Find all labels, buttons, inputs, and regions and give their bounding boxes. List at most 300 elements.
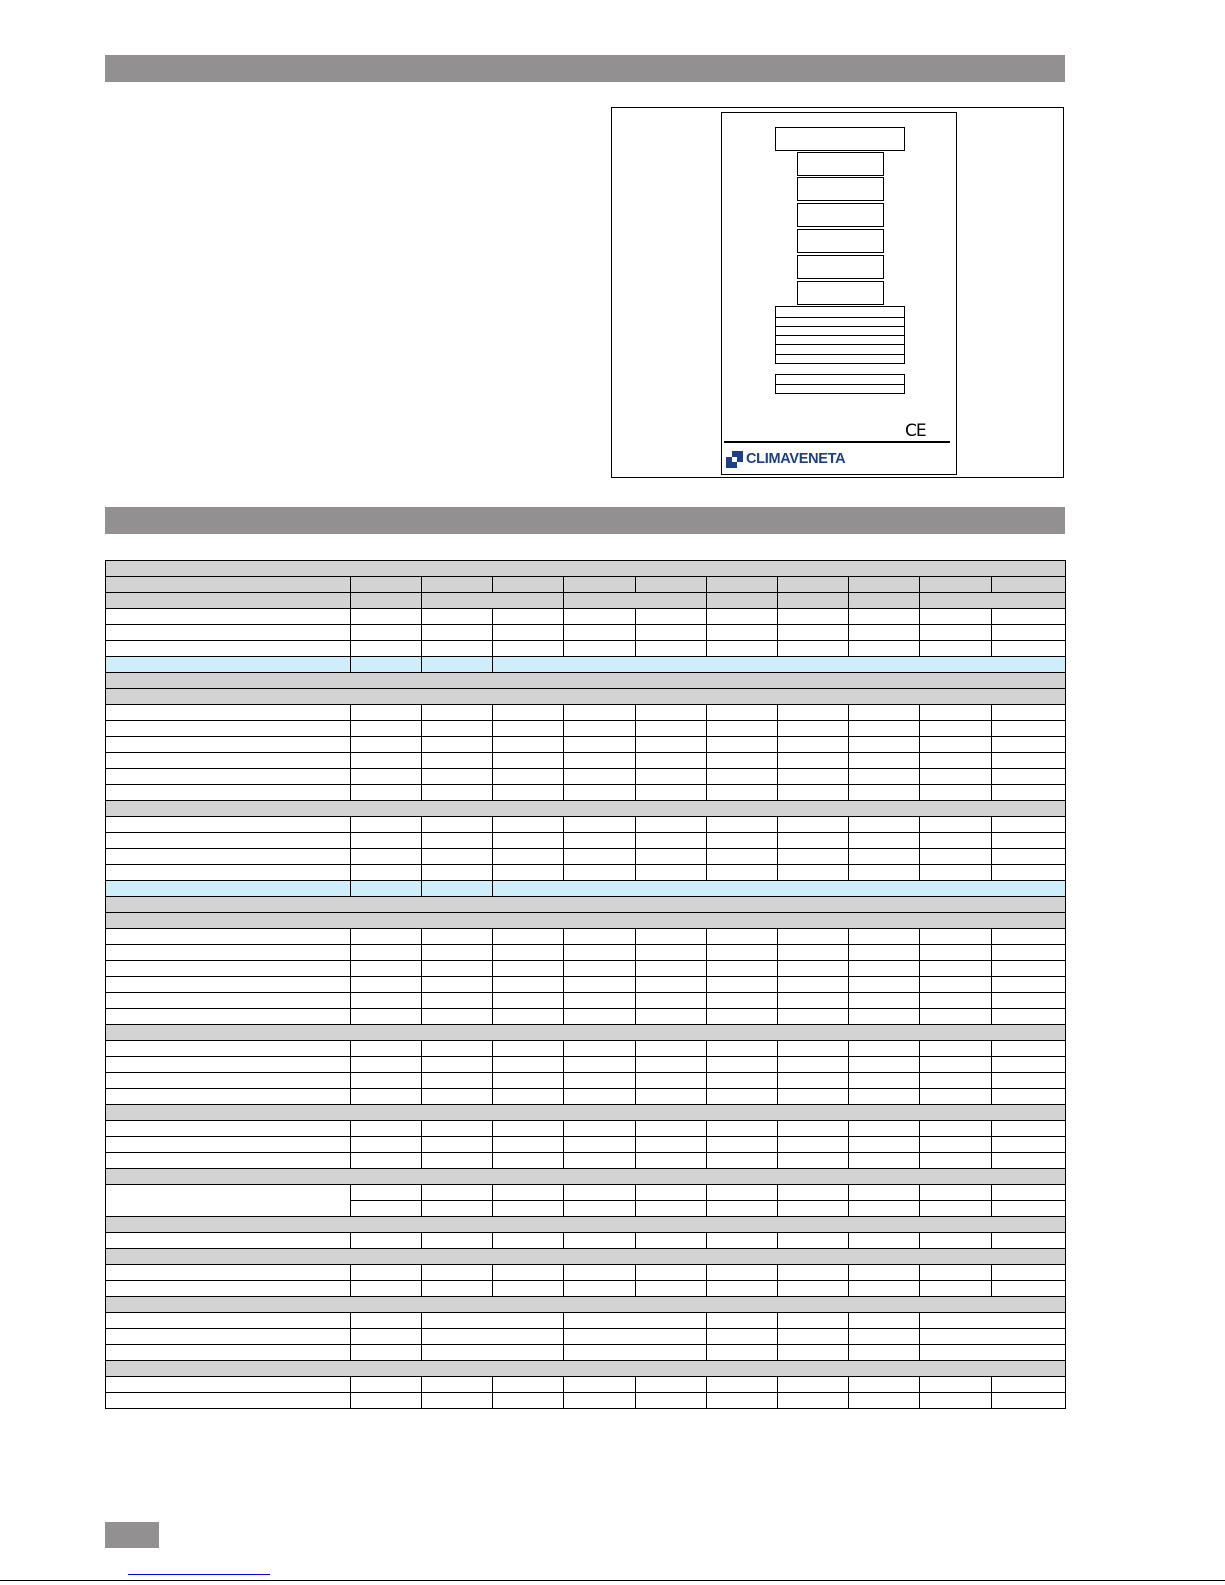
table-cell bbox=[564, 993, 636, 1009]
table-cell bbox=[106, 1265, 351, 1281]
table-cell bbox=[849, 1089, 920, 1105]
table-cell bbox=[422, 657, 493, 673]
nameplate-grid-line bbox=[775, 354, 905, 355]
table-cell bbox=[106, 817, 351, 833]
table-cell bbox=[778, 865, 849, 881]
table-cell bbox=[564, 769, 636, 785]
table-cell bbox=[106, 769, 351, 785]
table-cell bbox=[493, 833, 564, 849]
table-cell bbox=[564, 1009, 636, 1025]
table-row-row bbox=[106, 1393, 1066, 1409]
table-cell bbox=[636, 977, 707, 993]
table-cell bbox=[351, 657, 422, 673]
table-cell bbox=[992, 865, 1066, 881]
table-cell bbox=[707, 1185, 778, 1201]
table-row-row bbox=[106, 849, 1066, 865]
table-cell bbox=[106, 1233, 351, 1249]
table-row-row bbox=[106, 1153, 1066, 1169]
table-row-row bbox=[106, 705, 1066, 721]
table-cell bbox=[564, 1185, 636, 1201]
table-cell bbox=[106, 593, 351, 609]
table-cell bbox=[849, 641, 920, 657]
table-cell bbox=[422, 721, 493, 737]
table-cell bbox=[351, 737, 422, 753]
table-cell bbox=[707, 1009, 778, 1025]
table-cell bbox=[422, 785, 493, 801]
table-cell bbox=[636, 1377, 707, 1393]
table-cell bbox=[106, 1185, 351, 1217]
table-cell bbox=[493, 753, 564, 769]
table-cell bbox=[422, 945, 493, 961]
table-cell bbox=[493, 865, 564, 881]
table-cell bbox=[920, 753, 992, 769]
table-cell bbox=[920, 945, 992, 961]
table-cell bbox=[106, 945, 351, 961]
table-cell bbox=[422, 737, 493, 753]
table-cell bbox=[636, 769, 707, 785]
table-cell bbox=[707, 1041, 778, 1057]
table-row-row bbox=[106, 945, 1066, 961]
table-cell bbox=[992, 1041, 1066, 1057]
table-cell bbox=[493, 1233, 564, 1249]
table-cell bbox=[351, 609, 422, 625]
table-cell bbox=[351, 1009, 422, 1025]
table-cell bbox=[778, 641, 849, 657]
nameplate-field-box bbox=[797, 281, 884, 305]
table-cell bbox=[636, 929, 707, 945]
table-cell bbox=[778, 993, 849, 1009]
table-cell bbox=[778, 1265, 849, 1281]
table-cell bbox=[422, 769, 493, 785]
table-cell bbox=[920, 769, 992, 785]
table-cell bbox=[106, 1025, 1066, 1041]
table-cell bbox=[778, 769, 849, 785]
table-cell bbox=[636, 945, 707, 961]
table-cell bbox=[636, 1281, 707, 1297]
table-cell bbox=[849, 1233, 920, 1249]
table-row-row bbox=[106, 833, 1066, 849]
table-row-row bbox=[106, 785, 1066, 801]
table-cell bbox=[778, 1233, 849, 1249]
table-cell bbox=[636, 1393, 707, 1409]
table-cell bbox=[493, 577, 564, 593]
table-cell bbox=[351, 1057, 422, 1073]
table-cell bbox=[849, 1073, 920, 1089]
table-cell bbox=[564, 785, 636, 801]
table-cell bbox=[493, 1153, 564, 1169]
table-cell bbox=[351, 753, 422, 769]
table-cell bbox=[493, 1281, 564, 1297]
table-cell bbox=[707, 1153, 778, 1169]
table-cell bbox=[106, 1009, 351, 1025]
table-cell bbox=[778, 625, 849, 641]
table-row-row bbox=[106, 721, 1066, 737]
nameplate-field-box bbox=[797, 229, 884, 253]
table-cell bbox=[707, 625, 778, 641]
table-cell bbox=[564, 1089, 636, 1105]
table-cell bbox=[778, 833, 849, 849]
table-cell bbox=[849, 929, 920, 945]
table-cell bbox=[564, 1057, 636, 1073]
table-cell bbox=[849, 945, 920, 961]
table-cell bbox=[707, 1281, 778, 1297]
table-cell bbox=[778, 1281, 849, 1297]
table-cell bbox=[920, 1073, 992, 1089]
table-cell bbox=[493, 1057, 564, 1073]
table-cell bbox=[106, 1393, 351, 1409]
table-row-row bbox=[106, 977, 1066, 993]
table-cell bbox=[849, 609, 920, 625]
page-bottom-rule bbox=[0, 1580, 1225, 1581]
table-cell bbox=[351, 1041, 422, 1057]
table-cell bbox=[992, 769, 1066, 785]
table-cell bbox=[106, 1377, 351, 1393]
table-cell bbox=[564, 1393, 636, 1409]
table-cell bbox=[564, 961, 636, 977]
table-cell bbox=[778, 1201, 849, 1217]
table-cell bbox=[564, 705, 636, 721]
table-cell bbox=[351, 1281, 422, 1297]
table-cell bbox=[920, 1057, 992, 1073]
table-cell bbox=[778, 785, 849, 801]
table-cell bbox=[778, 1137, 849, 1153]
table-cell bbox=[636, 705, 707, 721]
table-cell bbox=[849, 1377, 920, 1393]
table-cell bbox=[422, 1313, 564, 1329]
table-cell bbox=[920, 1201, 992, 1217]
table-cell bbox=[493, 641, 564, 657]
table-cell bbox=[920, 1377, 992, 1393]
table-cell bbox=[564, 625, 636, 641]
nameplate-field-box bbox=[797, 203, 884, 227]
table-cell bbox=[992, 833, 1066, 849]
table-cell bbox=[992, 1121, 1066, 1137]
table-row-row bbox=[106, 1073, 1066, 1089]
table-cell bbox=[422, 1057, 493, 1073]
table-cell bbox=[351, 1201, 422, 1217]
table-cell bbox=[564, 721, 636, 737]
table-cell bbox=[351, 865, 422, 881]
table-cell bbox=[106, 1361, 1066, 1377]
table-cell bbox=[849, 817, 920, 833]
table-cell bbox=[992, 705, 1066, 721]
table-cell bbox=[422, 961, 493, 977]
table-cell bbox=[920, 1121, 992, 1137]
table-cell bbox=[849, 1153, 920, 1169]
table-cell bbox=[564, 977, 636, 993]
table-row-section bbox=[106, 1361, 1066, 1377]
table-cell bbox=[778, 945, 849, 961]
table-cell bbox=[920, 1313, 1066, 1329]
table-row-section bbox=[106, 561, 1066, 577]
table-cell bbox=[636, 1121, 707, 1137]
table-cell bbox=[707, 1201, 778, 1217]
table-cell bbox=[992, 1281, 1066, 1297]
table-cell bbox=[351, 593, 422, 609]
table-cell bbox=[707, 1329, 778, 1345]
table-cell bbox=[106, 673, 1066, 689]
table-cell bbox=[920, 1089, 992, 1105]
table-row-row bbox=[106, 641, 1066, 657]
table-cell bbox=[849, 849, 920, 865]
table-cell bbox=[422, 1281, 493, 1297]
table-cell bbox=[992, 577, 1066, 593]
table-row-section bbox=[106, 673, 1066, 689]
table-cell bbox=[707, 865, 778, 881]
table-row-hdr bbox=[106, 577, 1066, 593]
table-cell bbox=[778, 609, 849, 625]
table-cell bbox=[920, 737, 992, 753]
table-cell bbox=[422, 1201, 493, 1217]
table-row-row bbox=[106, 1281, 1066, 1297]
table-cell bbox=[106, 1329, 351, 1345]
table-cell bbox=[992, 1393, 1066, 1409]
table-cell bbox=[106, 1041, 351, 1057]
table-cell bbox=[564, 849, 636, 865]
table-cell bbox=[106, 929, 351, 945]
table-cell bbox=[564, 1073, 636, 1089]
table-row-section bbox=[106, 913, 1066, 929]
table-cell bbox=[106, 1297, 1066, 1313]
table-cell bbox=[849, 1137, 920, 1153]
nameplate-field-box bbox=[797, 152, 884, 176]
table-row-row bbox=[106, 769, 1066, 785]
table-cell bbox=[920, 849, 992, 865]
table-cell bbox=[849, 961, 920, 977]
table-cell bbox=[106, 705, 351, 721]
table-cell bbox=[351, 641, 422, 657]
table-cell bbox=[920, 961, 992, 977]
table-cell bbox=[564, 1233, 636, 1249]
table-cell bbox=[351, 1121, 422, 1137]
table-row-row bbox=[106, 993, 1066, 1009]
table-cell bbox=[707, 769, 778, 785]
table-cell bbox=[422, 609, 493, 625]
table-cell bbox=[564, 833, 636, 849]
table-cell bbox=[920, 1137, 992, 1153]
table-cell bbox=[351, 769, 422, 785]
table-row-row bbox=[106, 1313, 1066, 1329]
table-cell bbox=[707, 1057, 778, 1073]
section-header-bar bbox=[105, 507, 1065, 534]
nameplate-field-box bbox=[797, 177, 884, 201]
table-cell bbox=[564, 1345, 707, 1361]
table-cell bbox=[106, 721, 351, 737]
table-cell bbox=[707, 817, 778, 833]
table-cell bbox=[422, 1073, 493, 1089]
table-cell bbox=[106, 689, 1066, 705]
table-cell bbox=[992, 721, 1066, 737]
table-cell bbox=[920, 721, 992, 737]
table-row-hdr bbox=[106, 593, 1066, 609]
table-cell bbox=[920, 641, 992, 657]
table-cell bbox=[351, 785, 422, 801]
table-cell bbox=[351, 1329, 422, 1345]
footer-link-underline[interactable] bbox=[128, 1574, 270, 1575]
table-cell bbox=[920, 1393, 992, 1409]
table-cell bbox=[493, 769, 564, 785]
table-cell bbox=[849, 1345, 920, 1361]
table-cell bbox=[106, 625, 351, 641]
table-cell bbox=[778, 1089, 849, 1105]
table-cell bbox=[106, 913, 1066, 929]
table-cell bbox=[992, 849, 1066, 865]
table-cell bbox=[707, 577, 778, 593]
table-cell bbox=[636, 1073, 707, 1089]
ce-mark: CE bbox=[905, 421, 926, 441]
table-cell bbox=[422, 753, 493, 769]
table-cell bbox=[778, 1153, 849, 1169]
technical-data-table bbox=[105, 560, 1066, 1409]
table-cell bbox=[106, 977, 351, 993]
table-cell bbox=[351, 977, 422, 993]
table-cell bbox=[493, 1185, 564, 1201]
table-cell bbox=[849, 785, 920, 801]
table-cell bbox=[778, 929, 849, 945]
table-cell bbox=[564, 1201, 636, 1217]
table-row-row bbox=[106, 961, 1066, 977]
table-cell bbox=[920, 785, 992, 801]
table-cell bbox=[992, 641, 1066, 657]
table-cell bbox=[992, 1137, 1066, 1153]
table-cell bbox=[849, 833, 920, 849]
table-cell bbox=[920, 1329, 1066, 1345]
table-cell bbox=[422, 993, 493, 1009]
table-cell bbox=[849, 1185, 920, 1201]
table-cell bbox=[707, 785, 778, 801]
table-row-cap bbox=[106, 881, 1066, 897]
nameplate-grid-line bbox=[775, 326, 905, 327]
table-cell bbox=[564, 1329, 707, 1345]
table-cell bbox=[849, 1121, 920, 1137]
table-cell bbox=[422, 1185, 493, 1201]
table-cell bbox=[636, 961, 707, 977]
table-cell bbox=[849, 1057, 920, 1073]
table-row-row bbox=[106, 1089, 1066, 1105]
table-cell bbox=[778, 593, 849, 609]
table-cell bbox=[564, 1153, 636, 1169]
table-cell bbox=[992, 961, 1066, 977]
table-cell bbox=[992, 625, 1066, 641]
table-cell bbox=[351, 1153, 422, 1169]
table-cell bbox=[707, 1345, 778, 1361]
table-cell bbox=[920, 593, 1066, 609]
table-row-row bbox=[106, 1041, 1066, 1057]
table-row-row bbox=[106, 737, 1066, 753]
nameplate-field-box bbox=[797, 255, 884, 279]
table-cell bbox=[778, 753, 849, 769]
table-cell bbox=[778, 1393, 849, 1409]
table-cell bbox=[351, 881, 422, 897]
table-cell bbox=[920, 817, 992, 833]
table-cell bbox=[920, 1345, 1066, 1361]
table-cell bbox=[351, 961, 422, 977]
section-header-bar bbox=[105, 55, 1065, 82]
table-row-section bbox=[106, 801, 1066, 817]
table-cell bbox=[920, 929, 992, 945]
table-row-row bbox=[106, 609, 1066, 625]
table-cell bbox=[778, 1377, 849, 1393]
table-cell bbox=[778, 1121, 849, 1137]
table-cell bbox=[106, 1169, 1066, 1185]
table-cell bbox=[849, 577, 920, 593]
table-cell bbox=[422, 1009, 493, 1025]
table-cell bbox=[707, 1313, 778, 1329]
table-cell bbox=[564, 865, 636, 881]
table-cell bbox=[422, 1041, 493, 1057]
table-cell bbox=[564, 753, 636, 769]
table-cell bbox=[422, 1153, 493, 1169]
table-cell bbox=[564, 1137, 636, 1153]
table-cell bbox=[992, 753, 1066, 769]
table-cell bbox=[493, 1201, 564, 1217]
table-cell bbox=[351, 1073, 422, 1089]
table-cell bbox=[778, 705, 849, 721]
table-cell bbox=[636, 641, 707, 657]
table-cell bbox=[636, 817, 707, 833]
table-cell bbox=[707, 593, 778, 609]
table-cell bbox=[564, 929, 636, 945]
table-cell bbox=[351, 833, 422, 849]
table-cell bbox=[422, 817, 493, 833]
table-cell bbox=[564, 1041, 636, 1057]
table-cell bbox=[849, 705, 920, 721]
brand-logo-icon bbox=[726, 451, 743, 468]
table-cell bbox=[636, 1265, 707, 1281]
table-cell bbox=[493, 721, 564, 737]
table-cell bbox=[636, 1009, 707, 1025]
table-row-row bbox=[106, 1265, 1066, 1281]
table-cell bbox=[778, 1329, 849, 1345]
table-cell bbox=[636, 1041, 707, 1057]
table-cell bbox=[422, 593, 564, 609]
table-cell bbox=[351, 1345, 422, 1361]
table-cell bbox=[992, 1073, 1066, 1089]
table-cell bbox=[351, 1137, 422, 1153]
nameplate-grid-line bbox=[775, 344, 905, 345]
table-row-row bbox=[106, 1345, 1066, 1361]
table-cell bbox=[636, 1153, 707, 1169]
table-cell bbox=[992, 993, 1066, 1009]
brand-name: CLIMAVENETA bbox=[746, 451, 846, 467]
table-cell bbox=[106, 1249, 1066, 1265]
table-cell bbox=[636, 577, 707, 593]
table-cell bbox=[422, 1089, 493, 1105]
table-row-section bbox=[106, 1249, 1066, 1265]
table-cell bbox=[351, 945, 422, 961]
table-cell bbox=[106, 801, 1066, 817]
table-cell bbox=[636, 785, 707, 801]
table-cell bbox=[992, 785, 1066, 801]
table-cell bbox=[992, 977, 1066, 993]
table-cell bbox=[849, 977, 920, 993]
table-cell bbox=[106, 1105, 1066, 1121]
table-row-row bbox=[106, 1009, 1066, 1025]
table-cell bbox=[707, 1137, 778, 1153]
table-cell bbox=[920, 1185, 992, 1201]
table-cell bbox=[493, 929, 564, 945]
table-cell bbox=[493, 657, 1066, 673]
table-cell bbox=[493, 993, 564, 1009]
table-cell bbox=[106, 641, 351, 657]
table-row-cap bbox=[106, 657, 1066, 673]
table-cell bbox=[992, 1233, 1066, 1249]
table-cell bbox=[707, 1089, 778, 1105]
table-cell bbox=[778, 1073, 849, 1089]
table-cell bbox=[564, 1377, 636, 1393]
table-cell bbox=[707, 609, 778, 625]
table-cell bbox=[992, 817, 1066, 833]
